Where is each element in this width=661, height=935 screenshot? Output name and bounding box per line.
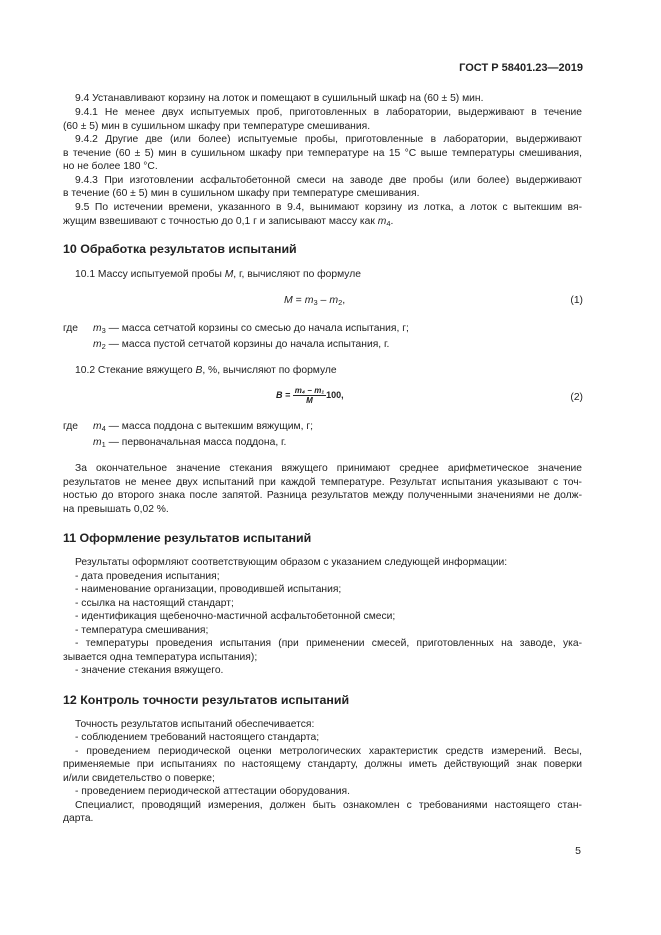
text-line: 9.4.1 Не менее двух испытуемых проб, приготовленных в лаборатории, выдерживают в течение: [75, 107, 582, 118]
list-item: - температура смешивания;: [75, 625, 209, 636]
where-line: где $m_3$ — масса сетчатой корзины со смесью до начала испытания, г;: [63, 323, 409, 335]
text-line: в течение (60 ± 5) мин в сушильном шкафу при температуре смешивания.: [63, 188, 420, 199]
text-line: применяемые при испытаниях по настоящему стандарту, должны иметь действующий знак поверки: [63, 759, 582, 770]
equation-number: (1): [570, 295, 583, 306]
text-line: 9.4.3 При изготовлении асфальтобетонной смеси на заводе две пробы (или более) выдерживают: [75, 175, 582, 186]
text-line: на превышать 0,02 %.: [63, 504, 169, 515]
where-line: где $m_4$ — масса поддона с вытекшим вяжущим, г;: [63, 421, 313, 433]
list-item: - проведением периодической аттестации оборудования.: [75, 786, 350, 797]
text-line: в течение (60 ± 5) мин в сушильном шкафу при температуре на 15 °С выше температуры смешивания,: [63, 148, 582, 159]
where-line: $m_1$ — первоначальная масса поддона, г.: [93, 437, 287, 449]
text-line: 10.1 Массу испытуемой пробы M, г, вычисляют по формуле: [75, 269, 361, 280]
text-line: но не более 180 °С.: [63, 161, 158, 172]
text-line: Точность результатов испытаний обеспечивается:: [75, 719, 315, 730]
text-line: 10.2 Стекание вяжущего B, %, вычисляют по формуле: [75, 365, 337, 376]
list-item: - ссылка на настоящий стандарт;: [75, 598, 234, 609]
text-line: Специалист, проводящий измерения, должен быть ознакомлен с требованиями настоящего стан-: [75, 800, 582, 811]
text-line: За окончательное значение стекания вяжущего принимают среднее арифметическое значение: [75, 463, 582, 474]
list-item: - значение стекания вяжущего.: [75, 665, 224, 676]
formula-1: $M = m_3 - m_2$,: [284, 294, 346, 307]
list-item: - проведением периодической оценки метрологических характеристик средств измерений. Весы,: [75, 746, 582, 757]
list-item: - наименование организации, проводившей испытания;: [75, 584, 342, 595]
text-line: жущим взвешивают с точностью до 0,1 г и записывают массу как $m_4$.: [63, 216, 394, 228]
formula-2: B = $\frac{\text{m₄ − m₁}}{M}$ 100,: [276, 386, 344, 405]
page-number: 5: [575, 845, 581, 857]
text-line: 9.4.2 Другие две (или более) испытуемые пробы, приготовленные в лаборатории, выдерживают: [75, 134, 582, 145]
text-line: (60 ± 5) мин в сушильном шкафу при температуре смешивания.: [63, 121, 371, 132]
section-heading: 10 Обработка результатов испытаний: [63, 242, 297, 256]
list-item: - температуры проведения испытания (при применении смесей, приготовленных на заводе, ука-: [75, 638, 582, 649]
text-line: Результаты оформляют соответствующим образом с указанием следующей информации:: [75, 557, 508, 568]
text-line: ностью до второго знака после запятой. Разница результатов между полученными значениями не долж-: [63, 490, 582, 501]
section-heading: 11 Оформление результатов испытаний: [63, 531, 312, 545]
text-line: дарта.: [63, 813, 94, 824]
where-line: $m_2$ — масса пустой сетчатой корзины до начала испытания, г.: [93, 339, 390, 351]
document-number: ГОСТ Р 58401.23—2019: [459, 62, 583, 74]
text-line: 9.4 Устанавливают корзину на лоток и помещают в сушильный шкаф на (60 ± 5) мин.: [75, 93, 484, 104]
text-line: и/или свидетельство о поверке;: [63, 773, 215, 784]
list-item: зывается одна температура испытания);: [63, 652, 258, 663]
list-item: - соблюдением требований настоящего стандарта;: [75, 732, 320, 743]
text-line: результатов не менее двух испытаний при каждой температуре. Результат испытания указывают с точ-: [63, 477, 582, 488]
section-heading: 12 Контроль точности результатов испытаний: [63, 693, 350, 707]
list-item: - идентификация щебеночно-мастичной асфальтобетонной смеси;: [75, 611, 396, 622]
text-line: 9.5 По истечении времени, указанного в 9.4, вынимают корзину из лотка, а лоток с вытекшим вя-: [75, 202, 582, 213]
equation-number: (2): [570, 392, 583, 403]
list-item: - дата проведения испытания;: [75, 571, 220, 582]
